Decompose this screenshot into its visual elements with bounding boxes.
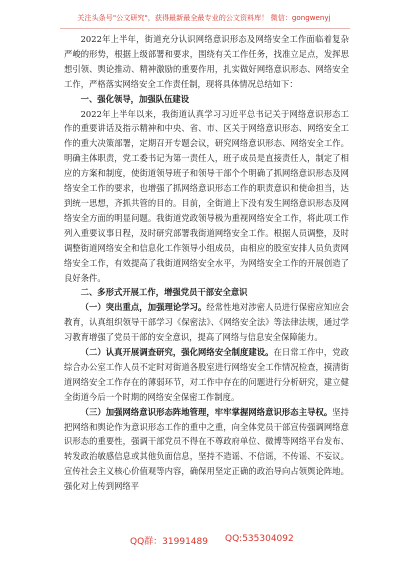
footer-qq: QQ:535304092: [225, 534, 294, 544]
subsection-1-paragraph: [64, 300, 349, 345]
subsection-1-text: 经常性地对涉密人员进行保密应知应会教育，认真组织领导干部学习《保密法》、《网络安全法》等法律法规，通过学习教育增强了党员干部的安全意识，提高了网络与信息安全保障能力。: [64, 302, 349, 343]
document-body: [64, 32, 349, 494]
top-banner: 关注头条号"公文研究"，获得最新最全最专业的公文资料库！ 微信：gongwenyj: [77, 13, 331, 22]
subsection-1-title: （一）突出重点，加强理论学习。: [80, 302, 207, 313]
subsection-3-title: （三）加强网络意识形态阵地管理，牢牢掌握网络意识形态主导权。: [80, 406, 333, 417]
intro-paragraph: 2022年上半年，街道充分认识网络意识形态及网络安全工作面临着复杂严峻的形势，根据上级部署和要求，围绕有关工作任务，找准立足点，发挥思想引领、舆论推动、精神激励的重要作用，扎实做好网络意识形态、网络安全工作，严格落实网络安全工作责任制，现将具体情况总结如下：: [64, 34, 349, 89]
subsection-2-paragraph: [64, 345, 349, 405]
section-1-paragraph: 2022年上半年以来，我街道认真学习习近平总书记关于网络意识形态工作的重要讲话及指示精神和中央、省、市、区关于网络意识形态、网络安全工作的重大决策部署，定期召开专题会议，研究网络意识形态、网络安全工作。明确主体职责，党工委书记为第一责任人，班子成员是直接责任人，制定了相应的方案和制度，使街道领导班子和领导干部个个明确了抓网络意识形态及网络安全工作的要求，也增强了抓网络意识形态工作的职责意识和使命担当，达到统一思想，齐抓共管的目的。目前，全街道上下没有发生网络意识形态及网络安全方面的明显问题。我街道党政领导极为重视网络安全工作，将此项工作列入重要议事日程，及时研究部署我街道网络安全工作。根据人员调整，及时调整街道网络安全和信息化工作领导小组成员，由相应的股室安排人员负责网络安全工作，有效提高了我街道网络安全水平，为网络安全工作的开展创造了良好条件。: [64, 108, 349, 283]
section-heading-1: 一、强化领导，加强队伍建设: [80, 93, 190, 104]
section-heading-2: 二、多形式开展工作，增强党员干部安全意识: [80, 287, 248, 298]
subsection-2-title: （二）认真开展调查研究，强化网络安全制度建设。: [80, 347, 274, 358]
subsection-3-paragraph: [64, 405, 349, 494]
header-rule: [60, 28, 350, 29]
subsection-2-text: 在日常工作中，党政综合办公室工作人员不定时对街道各股室进行网络安全工作情况检查，摸清街道网络安全工作存在的薄弱环节，对工作中存在的问题进行分析研究，建立健全街道今后一个时期的网络安全保密工作制度。: [64, 347, 350, 402]
subsection-3-text: 坚持把网络和舆论作为意识形态工作的重中之重，向全体党员干部宣传强调网络意识形态的重要性，强调干部党员不得在不尊政府单位、微博等网络平台发布、转发政治敏感信息或其他负面信息，坚持不造谣、不信谣，不传谣、不妄议。宣传社会主义核心价值观等内容，确保用坚定正确的政治导向占领舆论阵地。强化对上传到网络平: [64, 406, 349, 492]
footer: [0, 534, 408, 550]
footer-qq-group: QQ群：31991489: [130, 537, 208, 547]
